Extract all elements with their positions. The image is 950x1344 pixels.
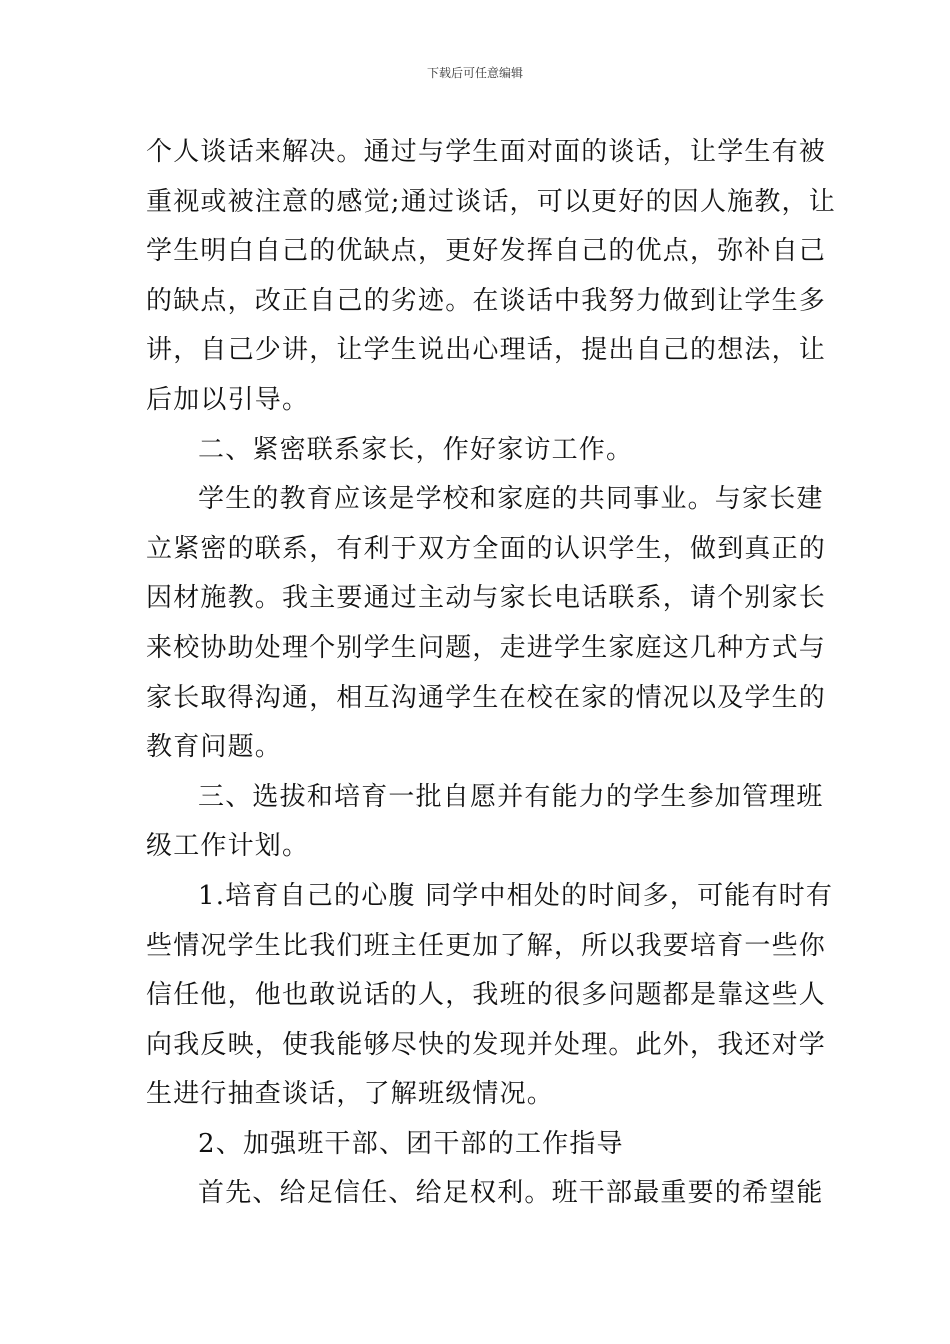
section-heading-2: 二、紧密联系家长，作好家访工作。 [198,434,634,465]
text-line: 级工作计划。 [146,831,310,862]
section-heading-3: 三、选拔和培育一批自愿并有能力的学生参加管理班 [198,781,824,812]
text-line: 来校协助处理个别学生问题，走进学生家庭这几种方式与 [146,632,827,663]
document-body [146,128,836,1219]
text-line: 教育问题。 [146,732,283,763]
text-line: 向我反映，使我能够尽快的发现并处理。此外，我还对学 [146,1029,827,1060]
text-line: 的缺点，改正自己的劣迹。在谈话中我努力做到让学生多 [146,285,827,316]
subsection-1: 1.培育自己的心腹 同学中相处的时间多，可能有时有 [198,880,834,911]
text-line: 学生的教育应该是学校和家庭的共同事业。与家长建 [198,484,824,515]
text-line: 学生明白自己的优缺点，更好发挥自己的优点，弥补自己 [146,236,827,267]
text-line: 后加以引导。 [146,384,310,415]
text-line: 些情况学生比我们班主任更加了解，所以我要培育一些你 [146,930,827,961]
text-line: 因材施教。我主要通过主动与家长电话联系，请个别家长 [146,583,827,614]
text-line: 个人谈话来解决。通过与学生面对面的谈话，让学生有被 [146,137,827,167]
subsection-2: 2、加强班干部、团干部的工作指导 [198,1128,624,1159]
text-line: 讲，自己少讲，让学生说出心理话，提出自己的想法，让 [146,335,827,366]
text-line: 立紧密的联系，有利于双方全面的认识学生，做到真正的 [146,533,827,564]
text-line: 信任他，他也敢说话的人，我班的很多问题都是靠这些人 [146,980,827,1011]
text-line: 生进行抽查谈话，了解班级情况。 [146,1079,555,1110]
text-line: 重视或被注意的感觉;通过谈话，可以更好的因人施教，让 [146,186,836,217]
text-line: 家长取得沟通，相互沟通学生在校在家的情况以及学生的 [146,682,827,713]
text-line: 首先、给足信任、给足权利。班干部最重要的希望能 [198,1178,824,1209]
page-header-note: 下载后可任意编辑 [426,66,523,80]
